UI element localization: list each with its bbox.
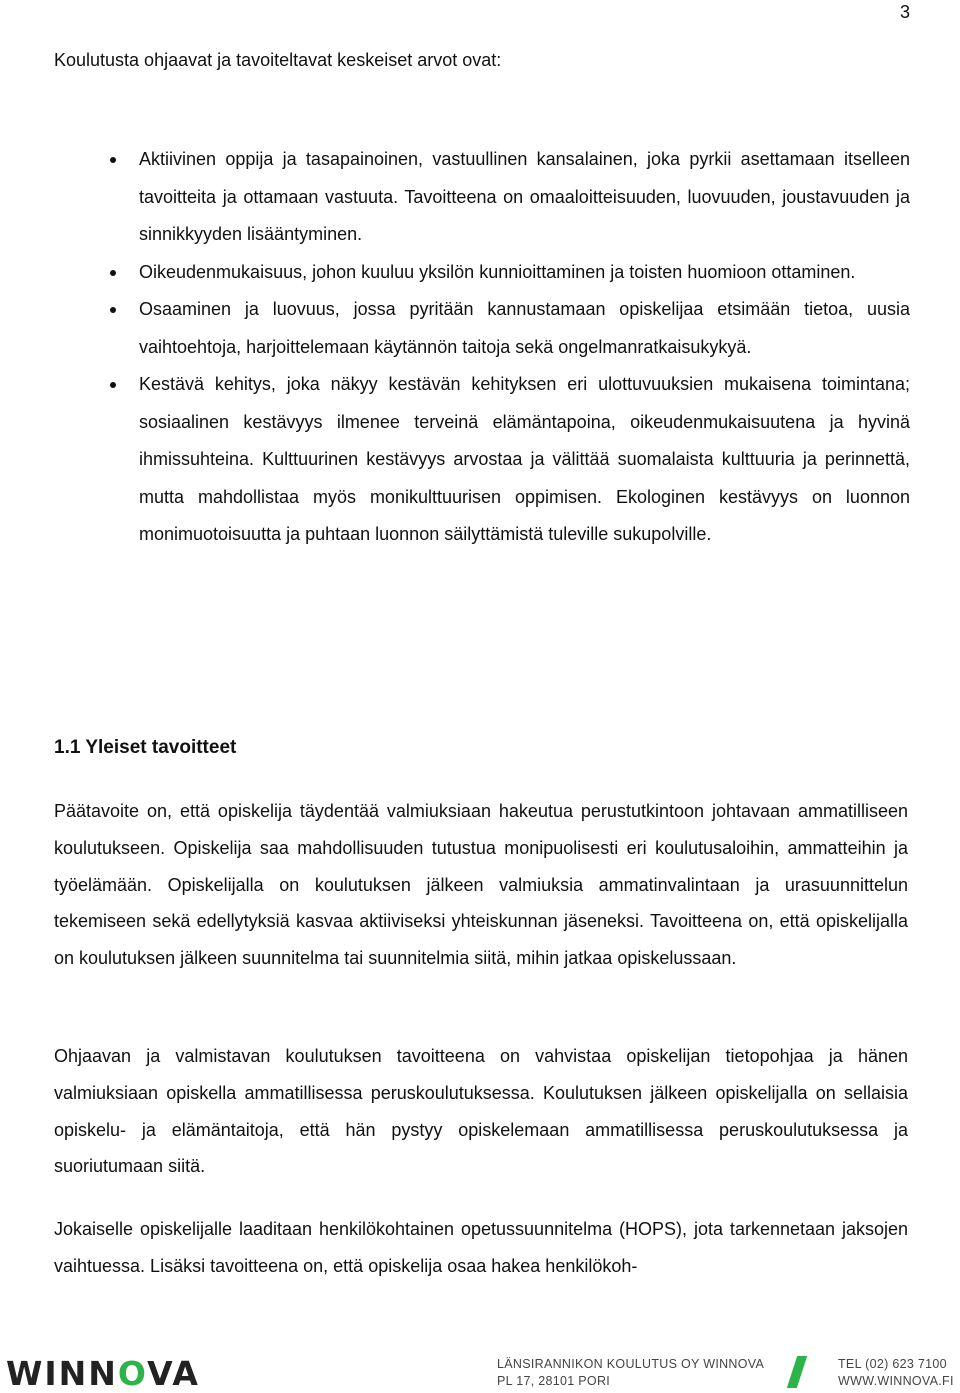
winnova-logo: WINNOVA [6,1354,200,1393]
paragraph-preparatory-goal: Ohjaavan ja valmistavan koulutuksen tavoitteena on vahvistaa opiskelijan tietopohjaa ja hänen valmiuksiaan opiskella ammatillisessa peruskoulutuksessa. Koulutuksen jälkeen opiskelijalla on sellaisia opiskelu- ja elämäntaitoja, että hän pystyy opiskelemaan ammatillisessa peruskoulutuksessa ja suoriutumaan siitä. [54,1046,908,1177]
intro-text: Koulutusta ohjaavat ja tavoiteltavat keskeiset arvot ovat: [54,50,502,70]
page-footer [0,1340,960,1393]
list-item [54,254,910,292]
bullet-icon [110,270,116,276]
section-heading: 1.1 Yleiset tavoitteet [54,737,237,758]
company-address: PL 17, 28101 PORI [497,1374,611,1388]
slash-icon [787,1356,807,1388]
list-item [54,291,910,366]
list-item-text: Osaaminen ja luovuus, jossa pyritään kannustamaan opiskelijaa etsimään tietoa, uusia vaihtoehtoja, harjoittelemaan käytännön taitoja sekä ongelmanratkaisukykyä. [139,299,910,357]
phone-number: TEL (02) 623 7100 [838,1357,947,1371]
values-list [54,141,910,554]
company-info [497,1356,764,1390]
website-link[interactable]: WWW.WINNOVA.FI [838,1374,954,1388]
company-name: LÄNSIRANNIKON KOULUTUS OY WINNOVA [497,1357,765,1371]
paragraph-main-goal: Päätavoite on, että opiskelija täydentää valmiuksiaan hakeutua perustutkintoon johtavaan ammatilliseen koulutukseen. Opiskelija saa mahdollisuuden tutustua monipuolisesti eri koulutusaloihin, ammatteihin ja työelämään. Opiskelijalla on koulutuksen jälkeen valmiuksia ammatinvalintaan ja urasuunnittelun tekemiseen sekä edellytyksiä kasvaa aktiiviseksi yhteiskunnan jäseneksi. Tavoitteena on, että opiskelijalla on koulutuksen jälkeen suunnitelma tai suunnitelmia siitä, mihin jatkaa opiskelussaan. [54,801,908,969]
list-item-text: Aktiivinen oppija ja tasapainoinen, vastuullinen kansalainen, joka pyrkii asettamaan itselleen tavoitteita ja ottamaan vastuuta. Tavoitteena on omaaloitteisuuden, luovuuden, joustavuuden ja sinnikkyyden lisääntyminen. [139,149,910,244]
bullet-icon [110,382,116,388]
list-item [54,141,910,254]
page-number: 3 [899,2,910,22]
list-item [54,366,910,554]
bullet-icon [110,307,116,313]
contact-info [838,1356,954,1390]
paragraph-hops: Jokaiselle opiskelijalle laaditaan henkilökohtainen opetussuunnitelma (HOPS), jota tarkennetaan jaksojen vaihtuessa. Lisäksi tavoitteena on, että opiskelija osaa hakea henkilökoh- [54,1219,908,1276]
list-item-text: Kestävä kehitys, joka näkyy kestävän kehityksen eri ulottuvuuksien mukaisena toimintana; sosiaalinen kestävyys ilmenee terveinä elämäntapoina, oikeudenmukaisuutena ja hyvinä ihmissuhteina. Kulttuurinen kestävyys arvostaa ja välittää suomalaista kulttuuria ja perinnettä, mutta mahdollistaa myös monikulttuurisen oppimisen. Ekologinen kestävyys on luonnon monimuotoisuutta ja puhtaan luonnon säilyttämistä tuleville sukupolville. [139,374,910,544]
list-item-text: Oikeudenmukaisuus, johon kuuluu yksilön kunnioittaminen ja toisten huomioon ottaminen. [139,261,856,282]
bullet-icon [110,157,116,163]
